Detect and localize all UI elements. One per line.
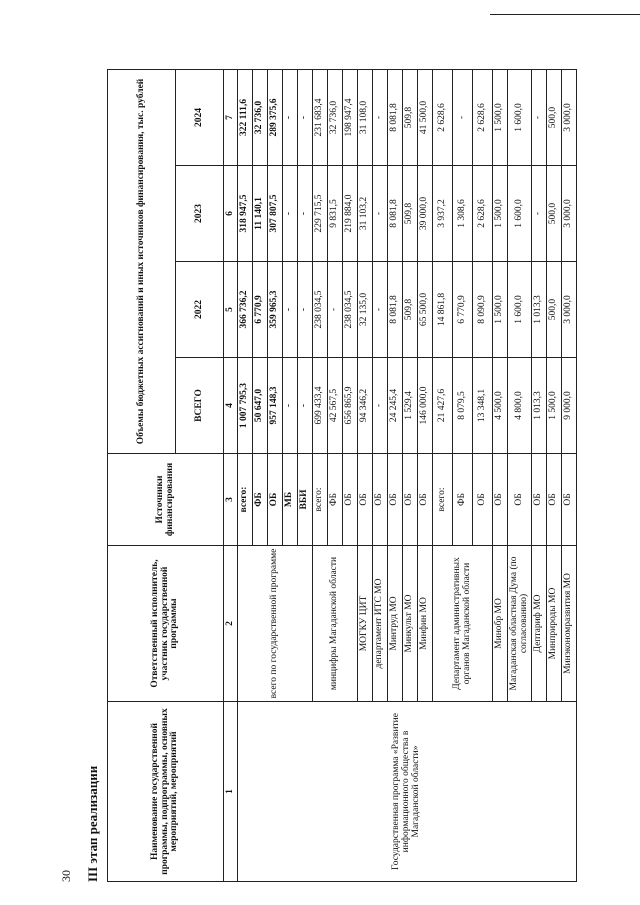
total-cell: - [283, 358, 298, 454]
y2023-cell: - [298, 166, 313, 262]
y2022-cell: 65 500,0 [418, 262, 433, 358]
executor-cell: департамент ИТС МО [373, 546, 388, 702]
y2023-cell: 11 140,1 [253, 166, 268, 262]
y2024-cell: - [532, 70, 547, 166]
y2024-cell: 509,8 [403, 70, 418, 166]
header-program: Наименование государственной программы, подпрограммы, основных мероприятий, мероприятий [108, 702, 224, 882]
y2023-cell: - [283, 166, 298, 262]
y2024-cell: - [298, 70, 313, 166]
total-cell: 4 500,0 [493, 358, 508, 454]
y2022-cell: 238 034,5 [343, 262, 358, 358]
total-cell: 146 000,0 [418, 358, 433, 454]
y2022-cell: 1 600,0 [508, 262, 532, 358]
y2024-cell: 32 736,0 [253, 70, 268, 166]
source-cell: ОБ [388, 454, 403, 546]
y2024-cell: 198 947,4 [343, 70, 358, 166]
source-cell: ОБ [373, 454, 388, 546]
source-cell: ОБ [418, 454, 433, 546]
total-cell: 957 148,3 [268, 358, 283, 454]
source-cell: ОБ [268, 454, 283, 546]
y2023-cell: 509,8 [403, 166, 418, 262]
index-cell: 1 [224, 702, 238, 882]
y2023-cell: 1 500,0 [493, 166, 508, 262]
y2024-cell: 2 628,6 [473, 70, 493, 166]
executor-cell: Дептариф МО [532, 546, 547, 702]
y2022-cell: 359 965,3 [268, 262, 283, 358]
y2022-cell: 238 034,5 [313, 262, 328, 358]
top-corner-line [490, 0, 640, 15]
source-cell: ОБ [562, 454, 577, 546]
source-cell: ВБИ [298, 454, 313, 546]
source-cell: ФБ [328, 454, 343, 546]
index-cell: 2 [224, 546, 238, 702]
y2023-cell: 318 947,5 [238, 166, 253, 262]
source-cell: ФБ [453, 454, 473, 546]
y2023-cell: 2 628,6 [473, 166, 493, 262]
y2022-cell: 6 770,9 [453, 262, 473, 358]
y2024-cell: 1 500,0 [493, 70, 508, 166]
source-cell: всего: [313, 454, 328, 546]
header-2024: 2024 [176, 70, 224, 166]
y2024-cell: - [373, 70, 388, 166]
y2022-cell: 14 861,8 [433, 262, 453, 358]
source-cell: всего: [433, 454, 453, 546]
y2023-cell: 307 807,5 [268, 166, 283, 262]
executor-cell: Департамент административных органов Магаданской области [433, 546, 493, 702]
source-cell: ОБ [508, 454, 532, 546]
total-cell: 50 647,0 [253, 358, 268, 454]
source-cell: всего: [238, 454, 253, 546]
total-cell: 13 348,1 [473, 358, 493, 454]
executor-cell: Минприроды МО [547, 546, 562, 702]
executor-cell: МОГКУ ЦИТ [358, 546, 373, 702]
y2022-cell: 500,0 [547, 262, 562, 358]
total-cell: 9 000,0 [562, 358, 577, 454]
y2022-cell: - [328, 262, 343, 358]
y2022-cell: - [373, 262, 388, 358]
y2024-cell: 500,0 [547, 70, 562, 166]
y2024-cell: 41 500,0 [418, 70, 433, 166]
program-name: Государственная программа «Развитие информационного общества в Магаданской области» [238, 702, 577, 882]
header-source: Источники финансирования [108, 454, 224, 546]
y2024-cell: 3 000,0 [562, 70, 577, 166]
y2024-cell: 289 375,6 [268, 70, 283, 166]
header-2022: 2022 [176, 262, 224, 358]
y2024-cell: 322 111,6 [238, 70, 253, 166]
y2023-cell: 3 937,2 [433, 166, 453, 262]
executor-cell: Минобр МО [493, 546, 508, 702]
total-cell: 1 007 795,3 [238, 358, 253, 454]
executor-cell: Минфин МО [418, 546, 433, 702]
y2022-cell: 366 736,2 [238, 262, 253, 358]
table-row [238, 70, 253, 882]
executor-cell: Минтруд МО [388, 546, 403, 702]
header-volumes: Объемы бюджетных ассигнований и иных источников финансирования, тыс. рублей [108, 70, 176, 454]
executor-cell: минцифры Магаданской области [313, 546, 358, 702]
y2023-cell: 219 884,0 [343, 166, 358, 262]
total-cell: 4 800,0 [508, 358, 532, 454]
executor-cell: Минкульт МО [403, 546, 418, 702]
total-cell: - [298, 358, 313, 454]
y2022-cell: 1 013,3 [532, 262, 547, 358]
index-cell: 3 [224, 454, 238, 546]
header-total: ВСЕГО [176, 358, 224, 454]
y2022-cell: 509,8 [403, 262, 418, 358]
total-cell: 1 500,0 [547, 358, 562, 454]
y2022-cell: 8 090,9 [473, 262, 493, 358]
y2023-cell: 9 831,5 [328, 166, 343, 262]
y2023-cell: 1 600,0 [508, 166, 532, 262]
executor-cell: Магаданская областная Дума (по согласованию) [508, 546, 532, 702]
index-cell: 6 [224, 166, 238, 262]
y2023-cell: 39 000,0 [418, 166, 433, 262]
y2024-cell: - [283, 70, 298, 166]
total-cell: 8 079,5 [453, 358, 473, 454]
total-cell: 1 013,3 [532, 358, 547, 454]
source-cell: ФБ [253, 454, 268, 546]
y2023-cell: 1 308,6 [453, 166, 473, 262]
y2024-cell: 2 628,6 [433, 70, 453, 166]
y2024-cell: 1 600,0 [508, 70, 532, 166]
executor-cell: Минэкономразвития МО [562, 546, 577, 702]
y2022-cell: 8 081,8 [388, 262, 403, 358]
source-cell: ОБ [343, 454, 358, 546]
y2023-cell: 31 103,2 [358, 166, 373, 262]
page-number: 30 [59, 870, 73, 882]
index-cell: 5 [224, 262, 238, 358]
header-executor: Ответственный исполнитель, участник государственной программы [108, 546, 224, 702]
executor-cell: всего по государственной программе [238, 546, 313, 702]
y2024-cell: 32 736,0 [328, 70, 343, 166]
y2023-cell: 3 000,0 [562, 166, 577, 262]
page-content [59, 70, 574, 882]
total-cell: 21 427,6 [433, 358, 453, 454]
source-cell: ОБ [532, 454, 547, 546]
header-2023: 2023 [176, 166, 224, 262]
total-cell: 1 529,4 [403, 358, 418, 454]
budget-table [107, 69, 577, 882]
source-cell: ОБ [473, 454, 493, 546]
source-cell: ОБ [547, 454, 562, 546]
total-cell: 656 865,9 [343, 358, 358, 454]
source-cell: МБ [283, 454, 298, 546]
y2023-cell: 500,0 [547, 166, 562, 262]
y2024-cell: - [453, 70, 473, 166]
y2022-cell: 32 135,0 [358, 262, 373, 358]
y2022-cell: 3 000,0 [562, 262, 577, 358]
y2023-cell: 229 715,5 [313, 166, 328, 262]
total-cell: - [373, 358, 388, 454]
y2024-cell: 231 683,4 [313, 70, 328, 166]
stage-title: III этап реализации [85, 765, 100, 882]
source-cell: ОБ [493, 454, 508, 546]
source-cell: ОБ [403, 454, 418, 546]
rotated-page [59, 70, 574, 882]
y2022-cell: - [283, 262, 298, 358]
source-cell: ОБ [358, 454, 373, 546]
y2022-cell: 1 500,0 [493, 262, 508, 358]
total-cell: 24 245,4 [388, 358, 403, 454]
total-cell: 699 433,4 [313, 358, 328, 454]
y2024-cell: 8 081,8 [388, 70, 403, 166]
y2022-cell: 6 770,9 [253, 262, 268, 358]
total-cell: 42 567,5 [328, 358, 343, 454]
total-cell: 94 346,2 [358, 358, 373, 454]
y2022-cell: - [298, 262, 313, 358]
index-cell: 4 [224, 358, 238, 454]
index-row [224, 70, 238, 882]
y2023-cell: - [373, 166, 388, 262]
y2023-cell: - [532, 166, 547, 262]
index-cell: 7 [224, 70, 238, 166]
y2024-cell: 31 108,0 [358, 70, 373, 166]
y2023-cell: 8 081,8 [388, 166, 403, 262]
